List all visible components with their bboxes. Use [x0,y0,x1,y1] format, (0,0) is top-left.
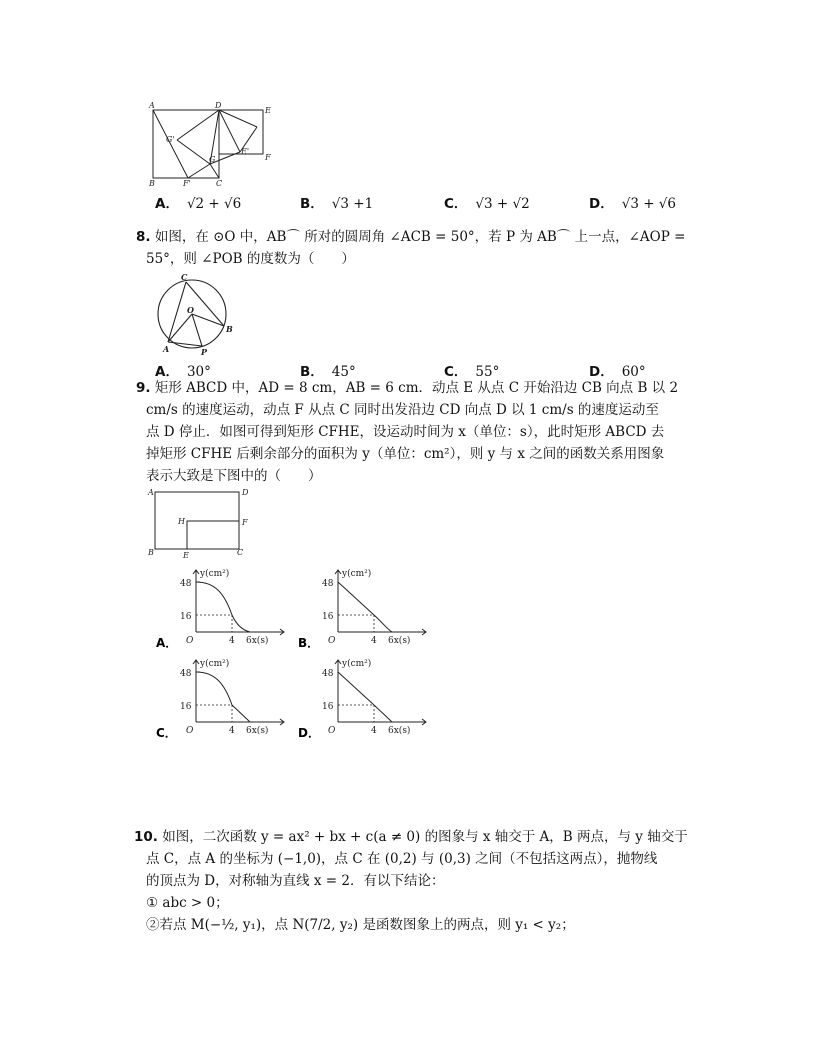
q8-label-P: P [201,347,208,357]
q9-graph-c [154,654,294,742]
q9-graph-b [296,564,436,652]
svg-text:48: 48 [180,579,192,589]
q9-label-D: D [242,488,249,497]
svg-text:6x(s): 6x(s) [246,726,269,736]
q9-label-E: E [183,551,189,560]
svg-text:4: 4 [371,726,377,736]
q9-line-2: cm/s 的速度运动，动点 F 从点 C 同时出发沿边 CD 向点 D 以 1 cm/s 的速度运动至 [146,402,659,418]
svg-text:6x(s): 6x(s) [246,636,269,646]
q8-label-B: B [226,324,233,334]
q8-label-C: C [181,272,188,282]
svg-text:6x(s): 6x(s) [388,636,411,646]
q9-line-1: 9. 矩形 ABCD 中，AD = 8 cm，AB = 6 cm．动点 E 从点 C 开始沿边 CB 向点 B 以 2 [136,380,679,396]
q7-option-a[interactable]: A． √2 + √6 [155,196,242,212]
svg-text:48: 48 [322,579,334,589]
q7-label-G: G [209,155,216,164]
q9-graph-b-key: B． [298,636,320,650]
svg-text:O: O [186,726,194,736]
q9-label-H: H [178,517,185,526]
svg-text:y(cm²): y(cm²) [342,659,372,669]
q7-label-D: D [215,101,222,110]
q8-line-2: 55°，则 ∠POB 的度数为（ ） [146,251,355,267]
q10-line-3: 的顶点为 D，对称轴为直线 x = 2．有以下结论： [146,873,445,889]
svg-text:16: 16 [180,702,192,712]
svg-text:16: 16 [180,612,192,622]
q8-label-O: O [187,305,194,315]
q10-line-5: ②若点 M(−½, y₁)，点 N(7/2, y₂) 是函数图象上的两点，则 y₁ < y₂； [146,917,575,933]
svg-text:48: 48 [322,669,334,679]
q7-figure [140,98,280,190]
q9-graph-d [296,654,436,742]
q7-label-B: B [149,179,155,188]
q7-label-A: A [149,101,155,110]
q10-line-4: ① abc > 0； [146,895,229,911]
svg-text:16: 16 [322,702,334,712]
q7-label-Fp: F' [183,179,191,188]
q9-line-3: 点 D 停止．如图可得到矩形 CFHE，设运动时间为 x（单位：s），此时矩形 ABCD 去 [146,424,665,440]
q9-line-5: 表示大致是下图中的（ ） [146,468,322,484]
q8-option-b[interactable]: B． 45° [300,364,356,380]
q9-label-A: A [148,488,154,497]
svg-text:y(cm²): y(cm²) [342,569,372,579]
q10-line-2: 点 C，点 A 的坐标为 (−1,0)，点 C 在 (0,2) 与 (0,3) 之间（不包括这两点），抛物线 [146,851,658,867]
q7-option-c[interactable]: C． √3 + √2 [444,196,530,212]
q8-option-c[interactable]: C． 55° [444,364,500,380]
q8-option-a[interactable]: A． 30° [155,364,211,380]
q7-label-F: F [265,153,271,162]
q8-circle-figure [150,272,240,360]
q8-line-1: 8. 如图，在 ⊙O 中，AB⌒ 所对的圆周角 ∠ACB = 50°，若 P 为 AB⌒ 上一点，∠AOP = [136,229,686,245]
q7-option-d[interactable]: D． √3 + √6 [589,196,676,212]
svg-text:O: O [186,636,194,646]
q7-label-Ep: E' [241,147,250,156]
q9-label-B: B [148,548,154,557]
svg-text:4: 4 [229,726,235,736]
svg-text:O: O [328,636,336,646]
q9-label-C: C [237,548,244,557]
q9-graph-d-key: D． [298,726,320,740]
svg-text:4: 4 [371,636,377,646]
svg-text:O: O [328,726,336,736]
q7-label-Gp: G' [166,135,175,144]
q7-option-b[interactable]: B． √3 +1 [300,196,374,212]
svg-text:48: 48 [180,669,192,679]
q7-label-C: C [216,179,223,188]
q9-rectangle-figure [145,484,257,560]
svg-text:6x(s): 6x(s) [388,726,411,736]
svg-text:y(cm²): y(cm²) [200,569,230,579]
svg-text:y(cm²): y(cm²) [200,659,230,669]
q8-label-A: A [163,344,170,354]
q9-graph-a-key: A． [156,636,178,650]
q8-option-d[interactable]: D． 60° [589,364,646,380]
q9-line-4: 掉矩形 CFHE 后剩余部分的面积为 y（单位：cm²），则 y 与 x 之间的函数关系用图象 [146,446,665,462]
q7-label-E: E [265,106,271,115]
q9-label-F: F [242,518,248,527]
q9-graph-c-key: C． [156,726,177,740]
svg-text:4: 4 [229,636,235,646]
q10-line-1: 10. 如图，二次函数 y = ax² + bx + c(a ≠ 0) 的图象与 x 轴交于 A，B 两点，与 y 轴交于 [134,829,688,845]
q9-graph-a [154,564,294,652]
svg-text:16: 16 [322,612,334,622]
